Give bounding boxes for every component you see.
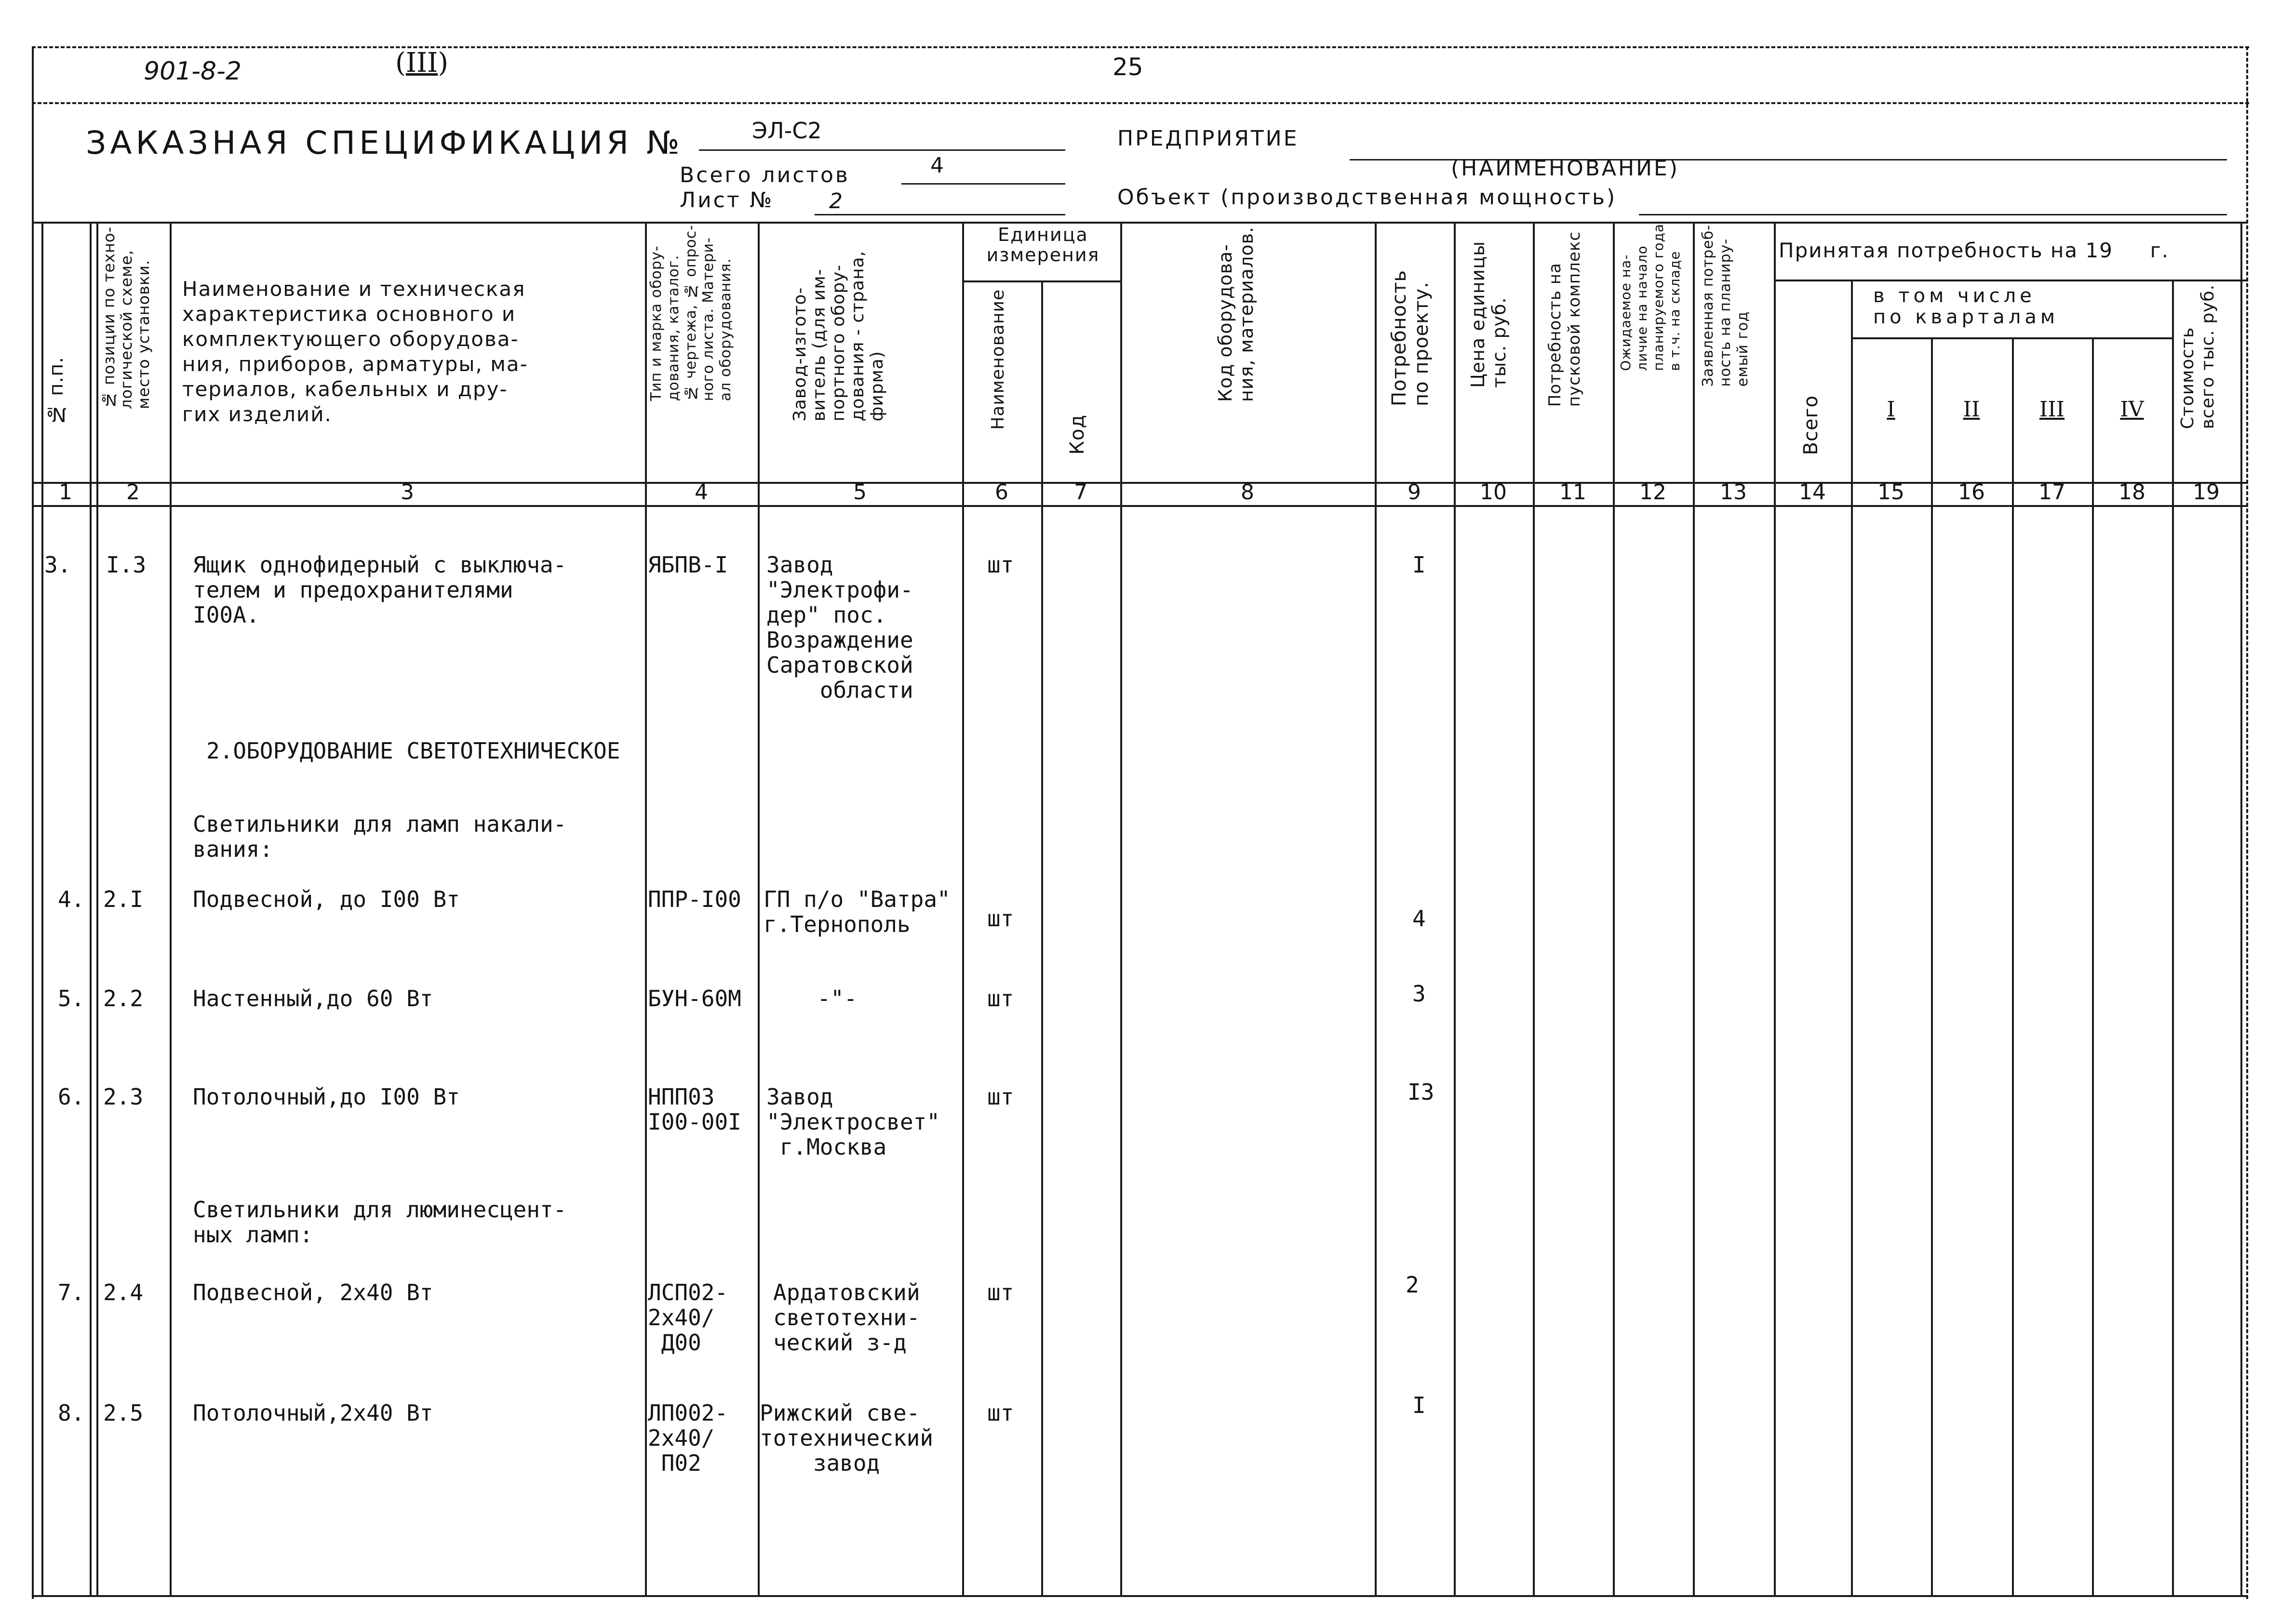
row3-maker: Завод "Электрофи- дер" пос. Возраждение Саратовской области <box>766 552 913 703</box>
spec-number: ЭЛ-С2 <box>752 118 822 144</box>
row4-unit: шт <box>987 905 1014 932</box>
col-line <box>1454 222 1456 1595</box>
row6-pos: 2.3 <box>103 1084 144 1110</box>
row4-name: Подвесной, до I00 Вт <box>193 886 460 912</box>
row8-maker: Рижский све- тотехнический завод <box>760 1400 934 1476</box>
sheet-no-underline <box>815 214 1065 215</box>
row6-type: НПП03 I00-00I <box>648 1084 741 1135</box>
col-line <box>1533 222 1535 1595</box>
row6-qty: I3 <box>1408 1079 1434 1105</box>
col-line <box>2240 222 2242 1595</box>
row6-unit: шт <box>987 1084 1014 1110</box>
colnum-4: 4 <box>695 480 708 505</box>
row7-name: Подвесной, 2х40 Вт <box>193 1279 433 1305</box>
header-col10: Цена единицы тыс. руб. <box>1467 241 1510 388</box>
row3-name: Ящик однофидерный с выключа- телем и предохранителями I00А. <box>193 552 567 628</box>
row7-pos: 2.4 <box>103 1279 144 1305</box>
total-sheets-underline <box>901 183 1065 185</box>
col-line <box>1375 222 1377 1595</box>
row6-no: 6. <box>58 1084 85 1110</box>
header-col11: Потребность на пусковой комплекс <box>1545 231 1584 407</box>
table-top <box>32 222 2248 224</box>
row5-name: Настенный,до 60 Вт <box>193 985 433 1012</box>
col-line <box>1774 222 1776 1595</box>
section-heading: 2.ОБОРУДОВАНИЕ СВЕТОТЕХНИЧЕСКОЕ <box>206 738 620 764</box>
colnum-19: 19 <box>2193 480 2220 505</box>
row7-type: ЛСП02- 2х40/ Д00 <box>648 1279 728 1356</box>
header-quarters: в том числе по кварталам <box>1873 285 2059 328</box>
row4-pos: 2.I <box>103 886 144 912</box>
col-line <box>41 222 43 1595</box>
row6-name: Потолочный,до I00 Вт <box>193 1084 460 1110</box>
spec-title: ЗАКАЗНАЯ СПЕЦИФИКАЦИЯ № <box>86 124 684 161</box>
object-label: Объект (производственная мощность) <box>1117 185 1617 210</box>
col-line <box>90 222 92 1595</box>
colnum-18: 18 <box>2118 480 2145 505</box>
quarters-divider <box>1851 337 2172 339</box>
name-caption: (НАИМЕНОВАНИЕ) <box>1451 156 1679 181</box>
header-col14: Всего <box>1800 395 1822 455</box>
colnum-bottom <box>32 505 2248 507</box>
row5-pos: 2.2 <box>103 985 144 1012</box>
row4-no: 4. <box>58 886 85 912</box>
colnum-2: 2 <box>126 480 140 505</box>
colnum-8: 8 <box>1241 480 1254 505</box>
col-line <box>1693 222 1695 1595</box>
colnum-6: 6 <box>995 480 1008 505</box>
spec-number-underline <box>699 149 1065 151</box>
header-col5: Завод-изгото- витель (для им- портного обору- дования - страна, фирма) <box>790 251 887 422</box>
header-col9: Потребность по проекту. <box>1388 270 1433 407</box>
total-sheets-value: 4 <box>930 153 944 178</box>
row4-maker: ГП п/о "Ватра" г.Тернополь <box>764 886 951 937</box>
row8-name: Потолочный,2х40 Вт <box>193 1400 433 1426</box>
row3-qty: I <box>1412 552 1426 578</box>
album-roman: III <box>405 47 438 79</box>
sheet-no-label: Лист № <box>680 188 774 213</box>
subheading-fluorescent: Светильники для люминесцент- ных ламп: <box>193 1197 567 1248</box>
header-col8: Код оборудова- ния, материалов. <box>1215 226 1257 402</box>
total-sheets-label: Всего листов <box>680 163 850 187</box>
colnum-7: 7 <box>1074 480 1087 505</box>
row7-unit: шт <box>987 1279 1014 1305</box>
col-line <box>2172 280 2174 1595</box>
row6-maker: Завод "Электросвет" г.Москва <box>766 1084 940 1160</box>
row7-no: 7. <box>58 1279 85 1305</box>
col-line <box>1613 222 1615 1595</box>
subheading-incandescent: Светильники для ламп накали- вания: <box>193 811 567 862</box>
colnum-9: 9 <box>1408 480 1421 505</box>
row8-qty: I <box>1412 1392 1426 1418</box>
accepted-divider <box>1774 280 2248 281</box>
header-col19: Стоимость всего тыс. руб. <box>2178 284 2218 429</box>
col-line <box>645 222 647 1595</box>
frame-left <box>32 46 34 1599</box>
top-dashed-border <box>32 46 2249 48</box>
colnum-12: 12 <box>1639 480 1666 505</box>
colnum-14: 14 <box>1799 480 1826 505</box>
row8-unit: шт <box>987 1400 1014 1426</box>
col-line <box>1120 222 1122 1595</box>
header-col18: IV <box>2120 397 2144 422</box>
stamp-divider <box>32 102 2249 104</box>
colnum-15: 15 <box>1877 480 1904 505</box>
row8-pos: 2.5 <box>103 1400 144 1426</box>
col-line <box>1041 280 1043 1595</box>
row5-maker: -"- <box>791 985 858 1012</box>
object-underline <box>1639 214 2227 215</box>
colnum-16: 16 <box>1958 480 1985 505</box>
colnum-10: 10 <box>1480 480 1507 505</box>
colnum-11: 11 <box>1559 480 1586 505</box>
colnum-5: 5 <box>853 480 867 505</box>
header-unit-group: Единица измерения <box>986 224 1100 266</box>
colnum-3: 3 <box>401 480 414 505</box>
col-line <box>1851 280 1853 1595</box>
row7-maker: Ардатовский светотехни- ческий з-д <box>773 1279 920 1356</box>
header-col1: № п.п. <box>45 357 67 426</box>
row3-unit: шт <box>987 552 1014 578</box>
row4-qty: 4 <box>1412 905 1426 932</box>
enterprise-label: ПРЕДПРИЯТИЕ <box>1117 126 1299 151</box>
row8-type: ЛП002- 2х40/ П02 <box>648 1400 728 1476</box>
doc-code: 901-8-2 <box>144 57 241 86</box>
page-number: 25 <box>1113 53 1143 81</box>
row5-qty: 3 <box>1412 981 1426 1007</box>
header-col12: Ожидаемое на- личие на начало планируемого года в т.ч. на складе <box>1618 224 1683 371</box>
row3-pos: I.3 <box>106 552 147 578</box>
row4-type: ППР-I00 <box>648 886 741 912</box>
header-col7: Код <box>1066 414 1088 455</box>
header-col13: Заявленная потреб- ность на планиру- емый год <box>1700 225 1751 387</box>
col-line <box>170 222 172 1595</box>
col-line <box>96 222 98 1595</box>
colnum-13: 13 <box>1720 480 1747 505</box>
header-col3: Наименование и техническая характеристика основного и комплектующего оборудова- ния, приборов, арматуры, ма- териалов, кабельных и дру- гих изделий. <box>182 277 528 426</box>
header-col4: Тип и марка обору- дования, каталог. № чертежа, № опрос- ного листа. Матери- ал оборудования. <box>648 225 734 401</box>
row5-unit: шт <box>987 985 1014 1012</box>
col-line <box>758 222 760 1595</box>
header-col16: II <box>1963 397 1980 422</box>
sheet-no-value: 2 <box>829 189 843 213</box>
row5-no: 5. <box>58 985 85 1012</box>
row8-no: 8. <box>58 1400 85 1426</box>
header-col6: Наименование <box>988 289 1008 430</box>
colnum-17: 17 <box>2038 480 2065 505</box>
col-line <box>1931 337 1933 1595</box>
header-accepted: Принятая потребность на 19 г. <box>1779 239 2170 262</box>
row3-no: 3. <box>44 552 71 578</box>
header-col2: № позиции по техно- логической схеме, место установки. <box>100 226 153 410</box>
col-line <box>2012 337 2014 1595</box>
header-col17: III <box>2039 397 2065 422</box>
row5-type: БУН-60М <box>648 985 741 1012</box>
row7-qty: 2 <box>1406 1272 1419 1298</box>
colnum-1: 1 <box>59 480 72 505</box>
header-col15: I <box>1887 397 1895 422</box>
col-line <box>962 222 964 1595</box>
col-line <box>2092 337 2094 1595</box>
row3-type: ЯБПВ-I <box>648 552 728 578</box>
table-bottom <box>32 1595 2248 1597</box>
album-number: (III) <box>395 47 449 79</box>
